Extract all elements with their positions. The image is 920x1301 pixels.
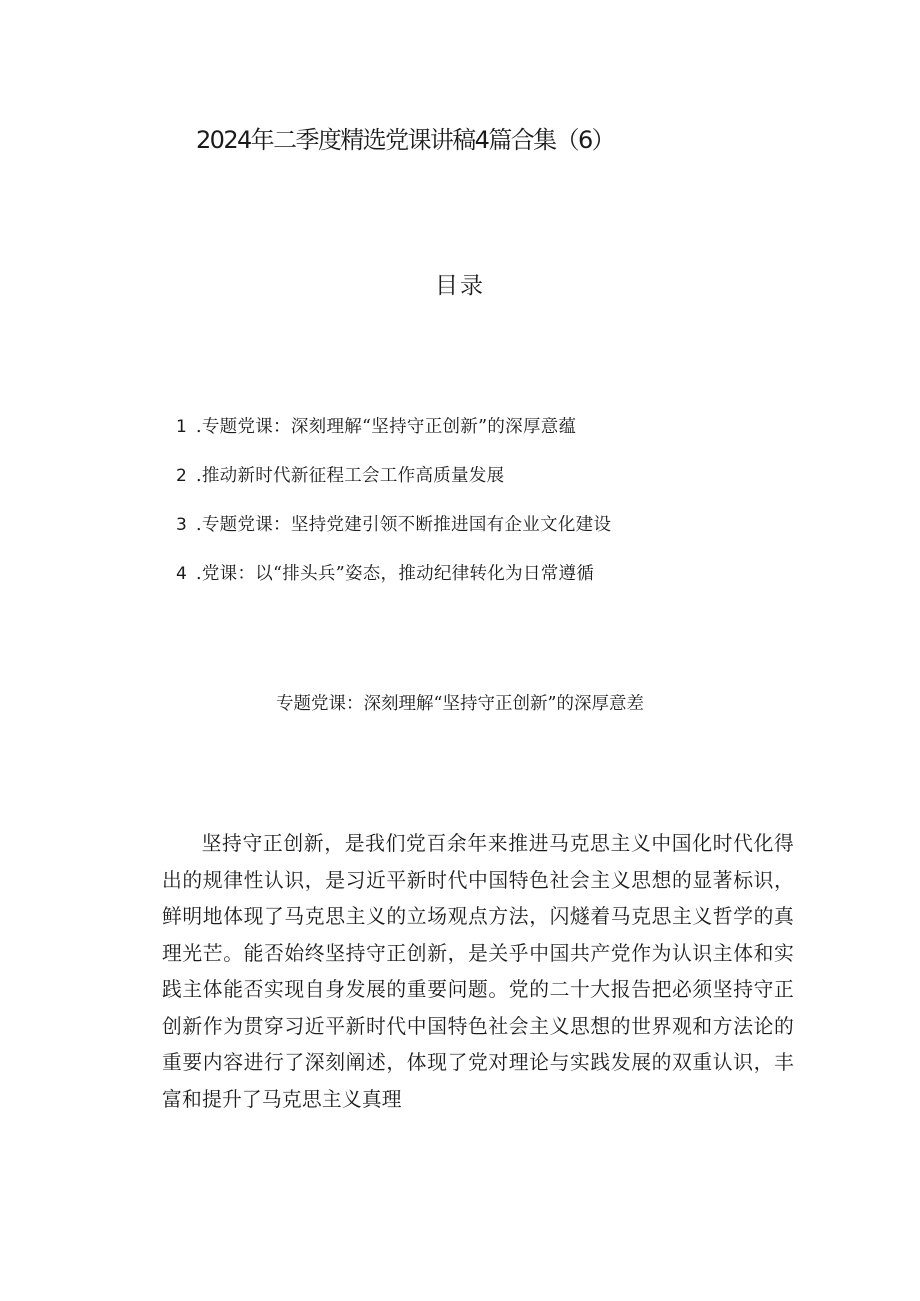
body-paragraph: 坚持守正创新，是我们党百余年来推进马克思主义中国化时代化得出的规律性认识，是习近平新时代中国特色社会主义思想的显著标识，鲜明地体现了马克思主义的立场观点方法，闪燧着马克思主义哲学的真理光芒。能否始终坚持守正创新，是关乎中国共产党作为认识主体和实践主体能否实现自身发展的重要问题。党的二十大报告把必须坚持守正创新作为贯穿习近平新时代中国特色社会主义思想的世界观和方法论的重要内容进行了深刻阐述，体现了党对理论与实践发展的双重认识，丰富和提升了马克思主义真理: [162, 832, 794, 1111]
toc-item-text: .专题党课：深刻理解“坚持守正创新”的深厚意蕴: [196, 417, 577, 437]
toc-item-number: 2: [176, 466, 187, 486]
toc-item: [176, 410, 611, 444]
section-title: 专题党课：深刻理解“坚持守正创新”的深厚意差: [276, 694, 644, 714]
toc-heading: 目录: [435, 273, 485, 299]
table-of-contents: [176, 410, 611, 606]
toc-item: [176, 459, 611, 493]
toc-item-text: .推动新时代新征程工会工作高质量发展: [196, 466, 505, 486]
toc-item: [176, 508, 611, 542]
toc-item-text: .党课：以“排头兵”姿态，推动纪律转化为日常遵循: [196, 564, 595, 584]
toc-item-number: 1: [176, 417, 187, 437]
toc-item: [176, 557, 611, 591]
document-title: 2024年二季度精选党课讲稿4篇合集（6）: [196, 126, 615, 154]
toc-item-text: .专题党课：坚持党建引领不断推进国有企业文化建设: [196, 515, 612, 535]
toc-item-number: 4: [176, 564, 187, 584]
toc-item-number: 3: [176, 515, 187, 535]
